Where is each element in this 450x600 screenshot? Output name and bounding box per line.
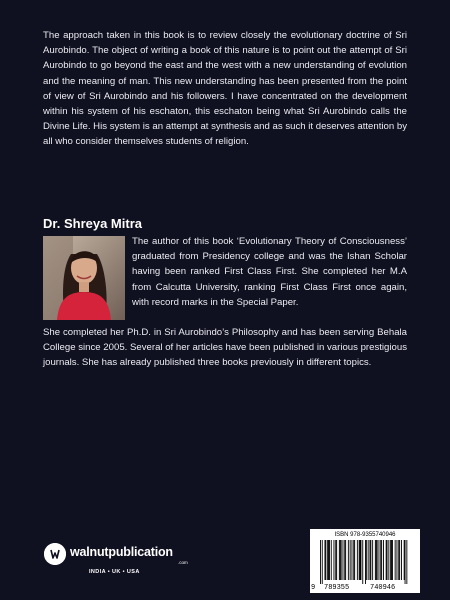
barcode-bar: [336, 540, 337, 580]
barcode-bar: [348, 540, 349, 580]
barcode-bar: [390, 540, 391, 580]
barcode-bar: [399, 540, 400, 580]
barcode-bar: [320, 540, 321, 584]
barcode-bar: [380, 540, 381, 580]
barcode-bar: [376, 540, 377, 580]
barcode-bar: [345, 540, 346, 580]
barcode-bar: [401, 540, 402, 580]
barcode-bar: [398, 540, 399, 580]
barcode-bar: [354, 540, 355, 580]
barcode-bar: [404, 540, 405, 580]
isbn-digit-lead: 9: [311, 584, 316, 592]
barcode-bar: [372, 540, 373, 580]
barcode-bar: [370, 540, 371, 580]
barcode-bar: [361, 540, 362, 580]
barcode-bar: [379, 540, 380, 580]
barcode-bar: [406, 540, 407, 584]
barcode-bar: [370, 540, 371, 580]
barcode-bar: [381, 540, 382, 580]
isbn-label: ISBN 978-9355740946: [334, 532, 396, 538]
barcode-bar: [341, 540, 342, 580]
barcode-bar: [335, 540, 336, 580]
barcode-bar: [388, 540, 389, 580]
barcode-bar: [352, 540, 353, 580]
author-bio-intro: The author of this book ‘Evolutionary Theory of Consciousness’ graduated from Presidency college and was the Ishan Scholar having been ranked First Class First. She completed her M.A from Calcutta University, ranking First Class First once again, with record marks in the Special Paper.: [132, 236, 407, 308]
barcode-bar: [383, 540, 384, 580]
barcode-bar: [331, 540, 332, 580]
barcode-bar: [328, 540, 329, 580]
barcode-bar: [365, 540, 366, 584]
barcode-bar: [329, 540, 330, 580]
barcode-bar: [362, 540, 363, 584]
isbn-digits-right: 740946: [370, 584, 396, 592]
barcode-bar: [359, 540, 360, 580]
barcode-bar: [357, 540, 358, 580]
barcode-bar: [325, 540, 326, 580]
barcode-bar: [344, 540, 345, 580]
barcode-bar: [391, 540, 392, 580]
author-name: Dr. Shreya Mitra: [43, 216, 142, 231]
isbn-digits-left: 789355: [324, 584, 350, 592]
barcode-bar: [405, 540, 406, 584]
publisher-logo: [44, 543, 204, 585]
walnut-icon: [44, 543, 66, 565]
publisher-regions: INDIA • UK • USA: [89, 569, 140, 575]
isbn-barcode: [310, 529, 420, 593]
barcode-bar: [327, 540, 328, 580]
barcode-bar: [353, 540, 354, 580]
barcode-bar: [377, 540, 378, 580]
barcode-bar: [343, 540, 344, 580]
back-cover-blurb: The approach taken in this book is to review closely the evolutionary doctrine of Sri Aurobindo. The object of writing a book of this nature is to point out the attempt of Sri Aurobindo to go beyond the east and the west with a new understanding of evolution and the meaning of man. This new understanding has been presented from the point of view of Sri Aurobindo and his followers. I have concentrated on the development within his system of his eschaton, this eschaton being what Sri Aurobindo calls the Divine Life. His system is an attempt at synthesis and as such it deserves attention by all who consider themselves students of religion.: [43, 30, 407, 148]
author-photo: [43, 236, 125, 320]
publisher-domain: .com: [178, 560, 188, 565]
barcode-bars: [316, 540, 414, 584]
publisher-name: walnutpublication: [70, 545, 173, 559]
barcode-bar: [392, 540, 393, 580]
author-bio-more: She completed her Ph.D. in Sri Aurobindo’s Philosophy and has been serving Behala College since 2005. Several of her articles have been published in various prestigious journals. She has already published three books previously in different topics.: [43, 327, 407, 369]
barcode-bar: [368, 540, 369, 580]
barcode-bar: [360, 540, 361, 580]
barcode-bar: [375, 540, 376, 580]
barcode-bar: [322, 540, 323, 584]
barcode-bar: [334, 540, 335, 580]
barcode-bar: [395, 540, 396, 580]
barcode-bar: [366, 540, 367, 580]
barcode-bar: [325, 540, 326, 580]
barcode-bar: [386, 540, 387, 580]
barcode-bar: [397, 540, 398, 580]
barcode-bar: [387, 540, 388, 580]
barcode-bar: [350, 540, 351, 580]
barcode-bar: [339, 540, 340, 580]
barcode-bar: [340, 540, 341, 580]
